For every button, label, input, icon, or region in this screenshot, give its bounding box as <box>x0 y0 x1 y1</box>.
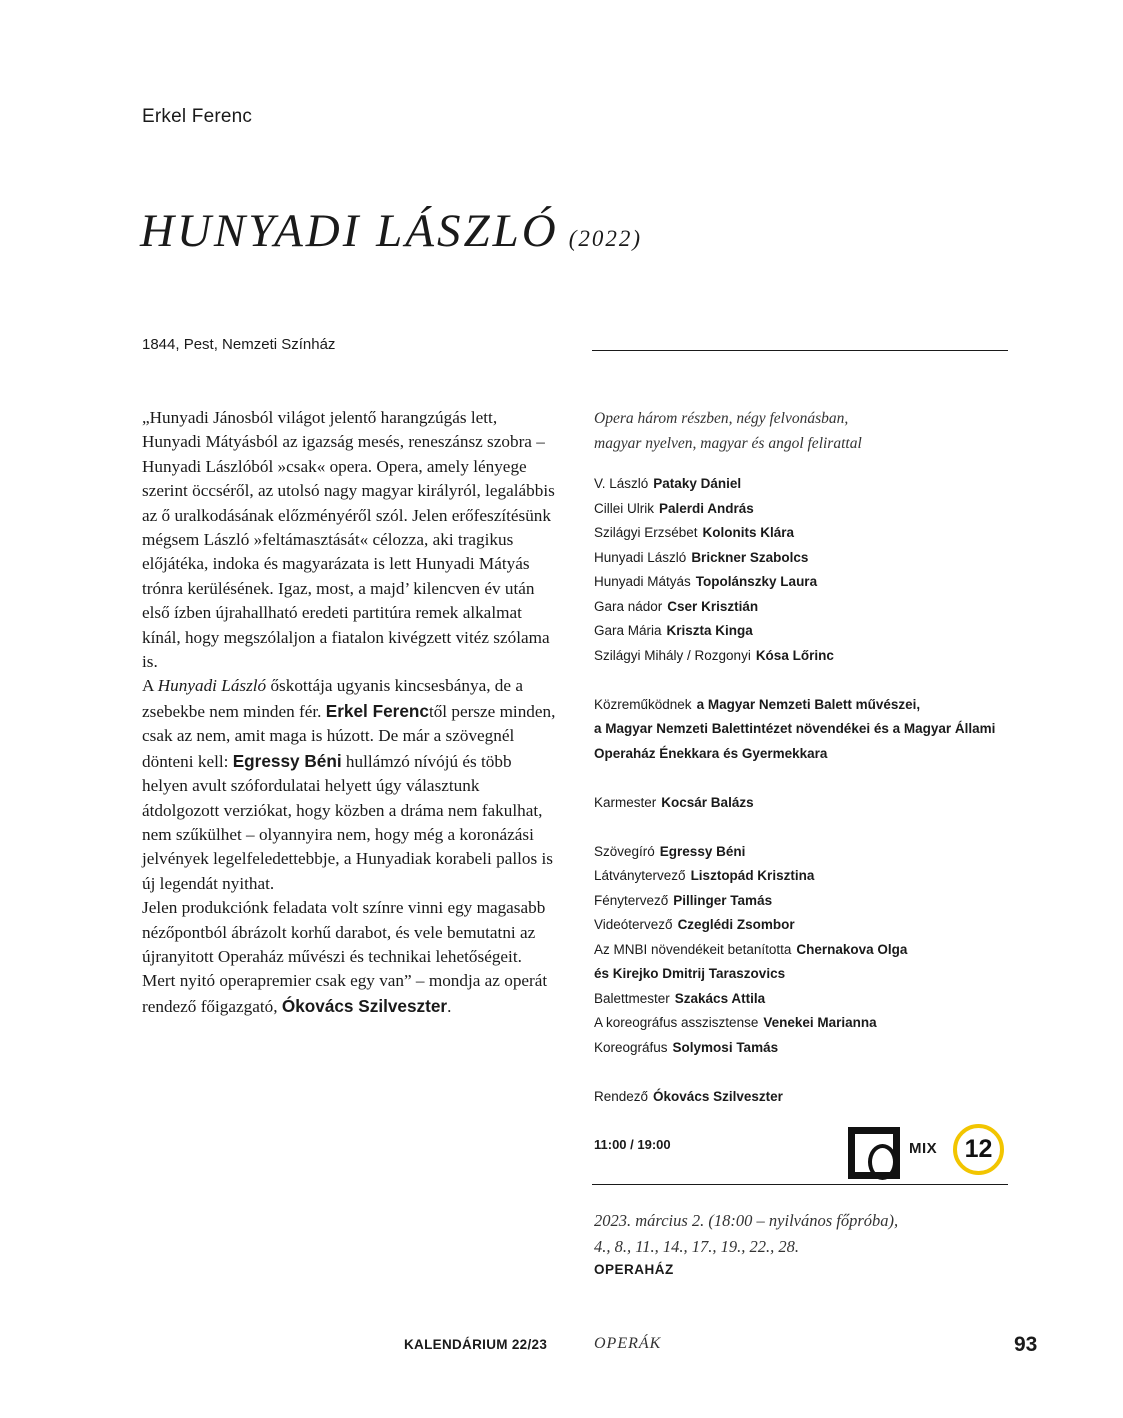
format-line: Opera három részben, négy felvonásban, <box>594 410 849 427</box>
format-info <box>594 406 1014 456</box>
credit-row <box>594 472 1014 497</box>
credit-name: Cser Krisztián <box>667 598 759 614</box>
spacer <box>594 766 1014 791</box>
credit-role: V. László <box>594 476 649 491</box>
credit-role: Rendező <box>594 1088 649 1104</box>
dates-line: 4., 8., 11., 14., 17., 19., 22., 28. <box>594 1237 800 1256</box>
credit-name: Pataky Dániel <box>653 476 742 491</box>
age-rating-value: 12 <box>964 1135 993 1163</box>
page-number: 93 <box>1014 1333 1038 1356</box>
composer-highlight: Erkel Ferenc <box>325 700 429 721</box>
credit-name: Chernakova Olga <box>796 941 908 957</box>
credit-row <box>594 938 1014 963</box>
credit-role: Közreműködnek <box>594 696 692 712</box>
credit-row <box>594 889 1014 914</box>
spacer <box>594 815 1014 840</box>
show-times: 11:00 / 19:00 <box>594 1137 671 1152</box>
credit-name: Pillinger Tamás <box>673 892 773 908</box>
credit-name: Kocsár Balázs <box>661 794 754 810</box>
footer-magazine: KALENDÁRIUM 22/23 <box>404 1337 548 1352</box>
credit-role: Cillei Ulrik <box>594 500 654 516</box>
credit-role: Gara Mária <box>594 623 662 638</box>
credit-row <box>594 521 1014 546</box>
credit-role: Karmester <box>594 794 657 810</box>
credit-role: A koreográfus asszisztense <box>594 1015 759 1030</box>
intro-paragraph-3 <box>142 896 556 1019</box>
age-rating-badge <box>953 1124 1004 1175</box>
credit-row <box>594 1036 1014 1061</box>
spacer <box>594 1060 1014 1085</box>
credit-name: Solymosi Tamás <box>672 1039 779 1055</box>
credit-role: Szövegíró <box>594 843 655 859</box>
credit-role: Látványtervező <box>594 868 686 883</box>
title-block <box>140 204 642 258</box>
participants-line: a Magyar Nemzeti Balettintézet növendékei és a Magyar Állami <box>594 721 996 736</box>
conductor-row <box>594 791 1014 816</box>
credit-name: Venekei Marianna <box>763 1015 877 1030</box>
logo-ring <box>868 1144 897 1180</box>
text-run: től persze minden, csak az nem, amit maga is húzott. De már a szövegnél dönteni kell: <box>142 701 556 771</box>
credit-row <box>594 913 1014 938</box>
director-highlight: Ókovács Szilveszter <box>281 995 448 1016</box>
credit-role: Fénytervező <box>594 892 669 908</box>
credit-role: Szilágyi Mihály / Rozgonyi <box>594 647 751 663</box>
credit-name: Szakács Attila <box>674 990 766 1006</box>
credit-role: Hunyadi Mátyás <box>594 574 691 589</box>
credit-name: Czeglédi Zsombor <box>677 917 795 932</box>
credit-row <box>594 570 1014 595</box>
venue: OPERAHÁZ <box>594 1262 674 1277</box>
credit-continuation: és Kirejko Dmitrij Taraszovics <box>594 966 786 981</box>
credit-row <box>594 864 1014 889</box>
participants-line: Operaház Énekkara és Gyermekkara <box>594 745 828 761</box>
work-title: Hunyadi László <box>157 676 267 696</box>
credit-name: Kriszta Kinga <box>666 623 753 638</box>
credit-role: Hunyadi László <box>594 549 687 565</box>
divider <box>592 350 1008 351</box>
text-run: Jelen produkciónk feladata volt színre vinni egy magasabb nézőpontból ábrázolt korhű darabot, és vele bemutatni az újranyitott Operaház művészi és technikai lehetőségeit. Mert nyitó operapremier csak egy van” – mondja az operát rendező főigazgató, <box>142 898 548 1016</box>
credit-name: Ókovács Szilveszter <box>653 1088 783 1104</box>
credit-name: a Magyar Nemzeti Balett művészei, <box>696 696 921 712</box>
dates-line: 2023. március 2. (18:00 – nyilvános főpróba), <box>594 1211 899 1230</box>
page-title: HUNYADI LÁSZLÓ <box>140 205 559 257</box>
format-line: magyar nyelven, magyar és angol felirattal <box>594 435 862 452</box>
footer-section: OPERÁK <box>594 1335 662 1352</box>
text-run: hullámzó nívójú és több helyen avult szófordulatai helyett úgy választunk átdolgozott verziókat, hogy közben a dráma nem fakulhat, nem szűkülhet – olyannyira nem, hogy még a koronázási jelvények legelfeledettebbje, a Hunyadiak korabeli pallos is új legendát nyithat. <box>142 751 553 893</box>
director-row <box>594 1085 1014 1110</box>
credit-role: Balettmester <box>594 990 670 1006</box>
credits-column <box>594 406 1014 1109</box>
spacer <box>594 668 1014 693</box>
credit-row <box>594 644 1014 669</box>
divider <box>592 1184 1008 1185</box>
credit-role: Az MNBI növendékeit betanította <box>594 941 792 957</box>
credit-role: Gara nádor <box>594 598 663 614</box>
credit-role: Koreográfus <box>594 1039 668 1055</box>
intro-paragraph-2 <box>142 674 556 896</box>
intro-text <box>142 406 556 1019</box>
credit-row <box>594 840 1014 865</box>
premiere-info: 1844, Pest, Nemzeti Színház <box>142 336 336 353</box>
credit-row <box>594 546 1014 571</box>
credit-name: Brickner Szabolcs <box>691 549 809 565</box>
credit-row <box>594 1011 1014 1036</box>
credit-role: Videótervező <box>594 917 673 932</box>
logo-inner <box>855 1134 893 1172</box>
credit-name: Kósa Lőrinc <box>755 647 834 663</box>
credit-name: Lisztopád Krisztina <box>690 868 815 883</box>
credit-name: Egressy Béni <box>659 843 746 859</box>
text-run: . <box>447 996 452 1016</box>
credit-name: Palerdi András <box>659 500 754 516</box>
credit-name: Kolonits Klára <box>702 525 795 540</box>
librettist-highlight: Egressy Béni <box>232 750 342 771</box>
text-run: őskottája ugyanis kincsesbánya, de a zsebekbe nem minden fér. <box>142 676 523 721</box>
opera-logo-icon <box>848 1127 900 1179</box>
credit-row <box>594 595 1014 620</box>
composer-name: Erkel Ferenc <box>142 106 253 127</box>
production-year: (2022) <box>568 226 643 251</box>
mix-label: MIX <box>909 1140 938 1157</box>
credit-row <box>594 619 1014 644</box>
participants-row <box>594 693 1014 718</box>
credit-row <box>594 497 1014 522</box>
credit-row <box>594 987 1014 1012</box>
intro-paragraph-1: „Hunyadi Jánosból világot jelentő harangzúgás lett, Hunyadi Mátyásból az igazság mesés, reneszánsz szobra – Hunyadi Lászlóból »csak« opera. Opera, amely lényege szerint öccséről, az utolsó nagy magyar királyról, legalábbis az ő uralkodásának előzményéről szól. Jelen erőfeszítésünk mégsem László »feltámasztását« célozza, aki tragikus előjátéka, indoka és magyarázata is lett Hunyadi Mátyás trónra kerülésének. Igaz, most, a majd’ kilencven év után első ízben újrahallható eredeti partitúra remek alkalmat kínál, hogy megszólaljon a fiatalon kivégzett vitéz szólama is. <box>142 408 555 672</box>
credit-name: Topolánszky Laura <box>695 574 818 589</box>
text-run: A <box>142 676 158 696</box>
performance-dates <box>594 1208 898 1260</box>
cast-list <box>594 472 1014 1109</box>
credit-role: Szilágyi Erzsébet <box>594 525 698 540</box>
